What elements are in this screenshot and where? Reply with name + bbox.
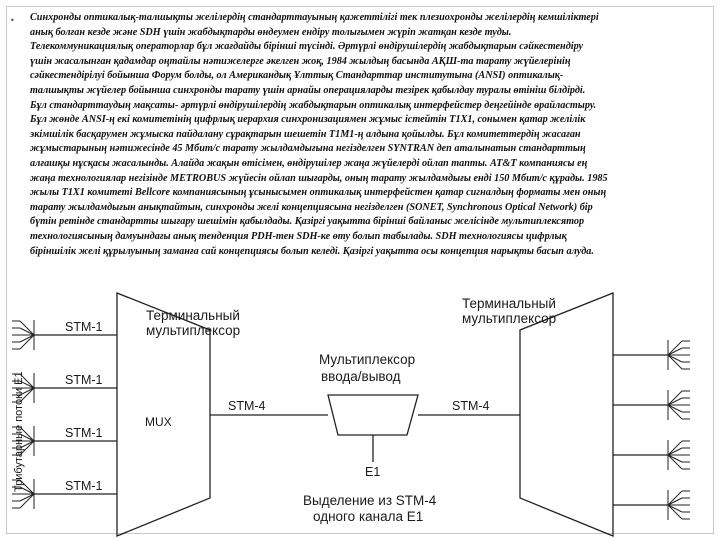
paragraph-line: бүтін ретінде стандартты шығару шешімін қабылдады. Қазіргі уақытта бірінші байланыс желісінде мультиплексятор [30, 216, 585, 228]
paragraph-line: алғашқы нұсқасы жасалынды. Алайда жақын өтісімен, өндірушілер жаңа жүйелерді ойлап тапты. AT&T компаниясы ең [30, 157, 588, 169]
terminal-mux-left-label-2: мультиплексор [146, 323, 241, 338]
extract-caption-2: одного канала Е1 [313, 509, 424, 524]
e1-label: E1 [365, 465, 381, 479]
stm1-label-3: STM-1 [65, 426, 103, 440]
tributary-fan-right-2 [668, 390, 690, 420]
extract-caption-1: Выделение из STM-4 [303, 493, 437, 508]
adm-shape [328, 395, 418, 435]
paragraph-line: экімшілік басқарумен жұмыска пайдалану сұрақтарын шешетін T1M1-ң алдына қойылды. Бұл комитеттердің жасаған [30, 128, 581, 140]
stm4-right-label: STM-4 [452, 399, 490, 413]
stm1-label-2: STM-1 [65, 373, 103, 387]
bullet-marker: • [10, 16, 15, 25]
paragraph-line: жаңа технологиялар негізінде METROBUS жүйесін ойлап шығарды, оның тарату жылдамдығы енді 150 Мбит/с құрады. 1985 [30, 172, 608, 184]
tributary-label: Трибутарные потоки Е1 [13, 371, 25, 492]
adm-title-1: Мультиплексор [319, 352, 416, 367]
adm-title-2: ввода/вывод [321, 369, 401, 384]
tributary-fan-right-1 [668, 340, 690, 370]
paragraph-line: Бұл стандарттаудың мақсаты- әртүрлі өндірушілердің жабдықтарын оптикалық интерфейстер деңгейінде өрайластыру. [30, 99, 597, 111]
terminal-mux-right-shape [520, 293, 613, 536]
terminal-mux-right-label-2: мультиплексор [462, 311, 557, 326]
paragraph-line: біріншілік желі құрылуының заманға сай концепциясы болып келеді. Қазіргі уақытта осы концепция нарықты басып алуда. [30, 245, 594, 257]
paragraph-line: талшықты жүйелер бойынша синхронды тарату үшін арнайы операцияларды тезірек қабылдау туралы өтініш білдірді. [30, 84, 586, 96]
paragraph-line: анық болған кезде және SDH үшін жабдықтарды өндеумен ендіру толығымен жүріп жатқан кезде туды. [30, 26, 512, 38]
paragraph-line: жұмыстарының нәтижесінде 45 Мбит/с тарату жылдамдығына негізделген SYNTRAN деп аталынатын стандарттың [30, 143, 586, 155]
stm4-left-label: STM-4 [228, 399, 266, 413]
terminal-mux-right-label-1: Терминальный [462, 296, 556, 311]
tributary-fan-right-4 [668, 490, 690, 520]
paragraph-line: Бұл жөнде ANSI-ң екі комитетінің цифрлық иерархия синхронизациямен жұмыс істейтін T1X1, сонымен қатар желілік [30, 114, 586, 126]
paragraph-line: жылы T1X1 комитеті Bellcore компаниясының ұсынысымен оптикалық интерфейстен қатар сигналдың форматы мен оның [30, 187, 607, 199]
paragraph-line: үшін жасалынған қадамдар оңтайлы нәтижелерге әкелген жоқ, 1984 жылдың басында АҚШ-та тарату жүйелерінің [30, 55, 571, 67]
paragraph-line: технологиясының дамуындағы анық тенденция PDH-тен SDH-ке өту болып табылады. SDH технологиясы цифрлық [30, 230, 567, 242]
stm1-label-4: STM-1 [65, 479, 103, 493]
tributary-fan-right-3 [668, 440, 690, 470]
paragraph-line: Телекоммуникациялық операторлар бұл жағдайды бірінші түсінді. Әртүрлі өндірушілердің жабдықтарын сәйкестендіру [30, 41, 584, 53]
paragraph-line: сәйкестендірілуі бойынша Форум болды, ол Американдық Ұлттық Стандарттар институтына (ANSI) оптикалық- [30, 70, 564, 82]
stm1-label-1: STM-1 [65, 320, 103, 334]
terminal-mux-left-label-1: Терминальный [146, 308, 240, 323]
paragraph-line: Синхронды оптикалық-талшықты желілердің стандарттауының қажеттілігі тек плезиохронды желілердің кемшіліктері [30, 12, 599, 23]
tributary-fan-left-1 [12, 320, 34, 350]
mux-label: MUX [145, 415, 172, 429]
paragraph-line: тарату жылдамдығын анықтайтын, синхронды желі концепциясына негізделген (SONET, Synchronous Optical Network) бір [30, 201, 593, 213]
